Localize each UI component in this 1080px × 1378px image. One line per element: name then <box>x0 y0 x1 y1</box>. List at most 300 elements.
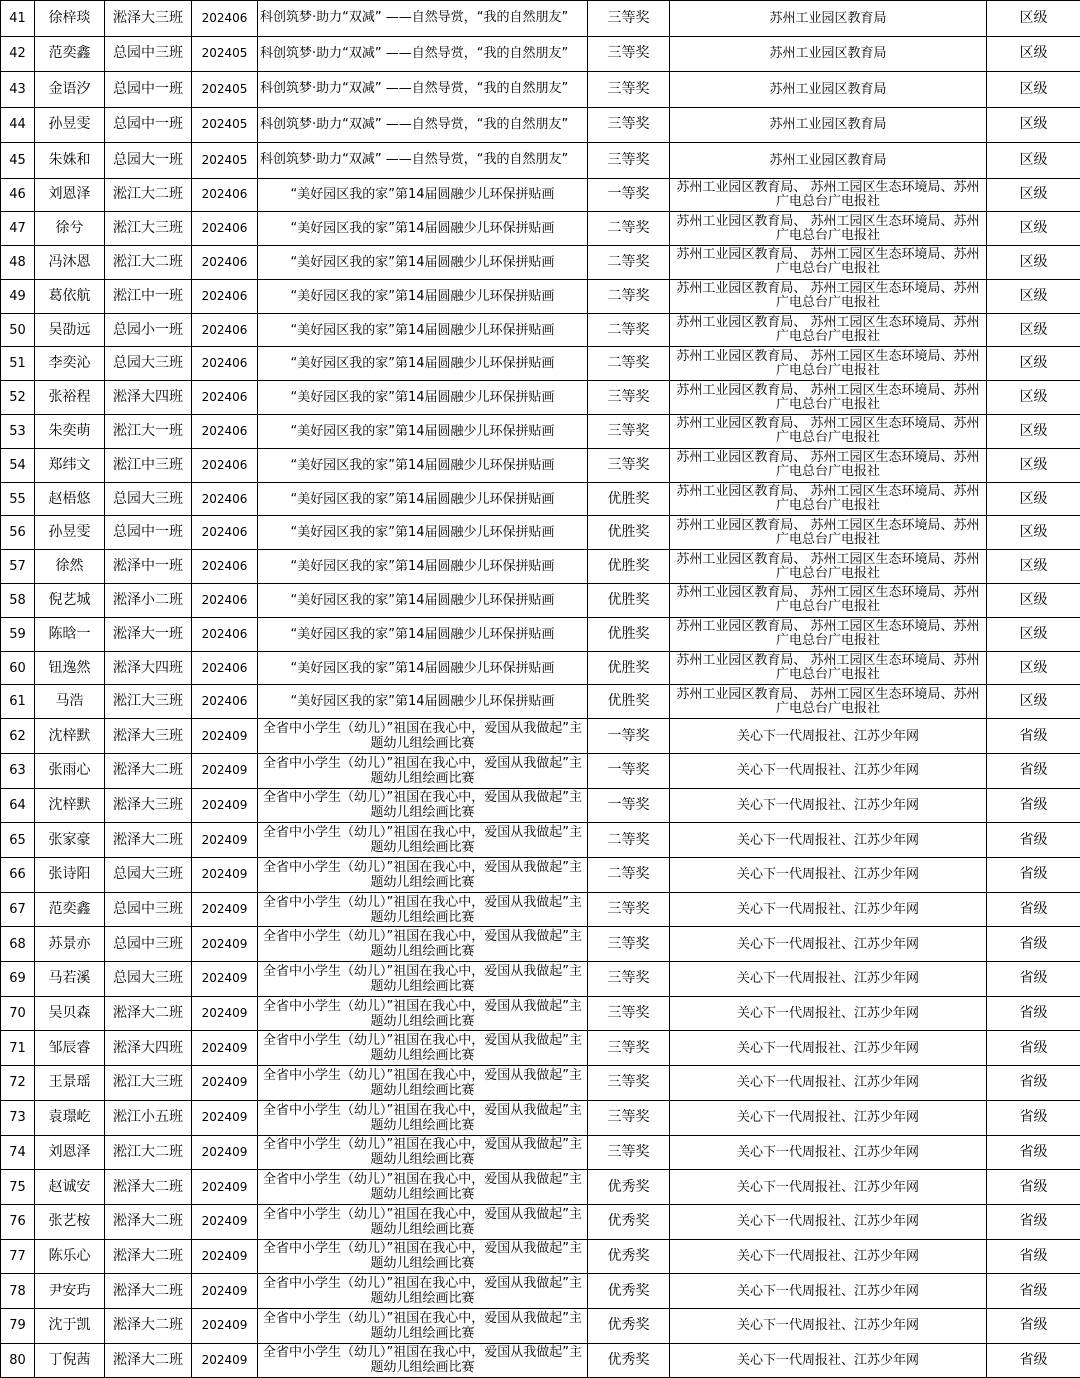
date-cell: 202406 <box>192 279 258 313</box>
level-cell: 省级 <box>987 1343 1080 1378</box>
student-name-cell: 郑纬文 <box>35 448 105 482</box>
competition-title-cell: 科创筑梦·助力“双减” ——自然导赏，“我的自然朋友” <box>258 36 588 72</box>
award-cell: 三等奖 <box>588 1 670 37</box>
table-row <box>1 1308 1080 1343</box>
row-number-cell: 63 <box>1 753 35 788</box>
class-cell: 总园中一班 <box>105 516 192 550</box>
organizer-cell: 关心下一代周报社、江苏少年网 <box>670 1204 987 1239</box>
student-name-cell: 张家豪 <box>35 823 105 858</box>
student-name-cell: 孙昱雯 <box>35 107 105 143</box>
competition-title-cell: 全省中小学生（幼儿）”祖国在我心中，爱国从我做起”主题幼儿组绘画比赛 <box>258 1308 588 1343</box>
award-cell: 二等奖 <box>588 279 670 313</box>
level-cell: 省级 <box>987 1100 1080 1135</box>
award-cell: 三等奖 <box>588 1135 670 1170</box>
organizer-cell: 关心下一代周报社、江苏少年网 <box>670 753 987 788</box>
competition-title-cell: “美好园区我的家”第14届圆融少儿环保拼贴画 <box>258 381 588 415</box>
organizer-cell: 关心下一代周报社、江苏少年网 <box>670 788 987 823</box>
competition-title-cell: “美好园区我的家”第14届圆融少儿环保拼贴画 <box>258 651 588 685</box>
competition-title-cell: 全省中小学生（幼儿）”祖国在我心中，爱国从我做起”主题幼儿组绘画比赛 <box>258 1343 588 1378</box>
competition-title-cell: 全省中小学生（幼儿）”祖国在我心中，爱国从我做起”主题幼儿组绘画比赛 <box>258 858 588 893</box>
table-row <box>1 685 1080 719</box>
class-cell: 淞江大三班 <box>105 685 192 719</box>
row-number-cell: 75 <box>1 1170 35 1205</box>
level-cell: 区级 <box>987 516 1080 550</box>
organizer-cell: 苏州工业园区教育局 <box>670 36 987 72</box>
table-row <box>1 584 1080 618</box>
level-cell: 区级 <box>987 36 1080 72</box>
organizer-cell: 关心下一代周报社、江苏少年网 <box>670 927 987 962</box>
award-cell: 三等奖 <box>588 381 670 415</box>
competition-title-cell: 科创筑梦·助力“双减” ——自然导赏，“我的自然朋友” <box>258 143 588 179</box>
class-cell: 淞江中一班 <box>105 279 192 313</box>
table-row <box>1 1100 1080 1135</box>
date-cell: 202406 <box>192 651 258 685</box>
award-cell: 三等奖 <box>588 1066 670 1101</box>
row-number-cell: 41 <box>1 1 35 37</box>
award-cell: 三等奖 <box>588 143 670 179</box>
level-cell: 省级 <box>987 858 1080 893</box>
row-number-cell: 71 <box>1 1031 35 1066</box>
row-number-cell: 66 <box>1 858 35 893</box>
date-cell: 202409 <box>192 962 258 997</box>
level-cell: 区级 <box>987 107 1080 143</box>
organizer-cell: 苏州工业园区教育局、 苏州工园区生态环境局、苏州广电总台广电报社 <box>670 381 987 415</box>
date-cell: 202409 <box>192 1066 258 1101</box>
class-cell: 淞江大三班 <box>105 212 192 246</box>
class-cell: 淞泽中一班 <box>105 550 192 584</box>
student-name-cell: 张艺桉 <box>35 1204 105 1239</box>
date-cell: 202409 <box>192 1031 258 1066</box>
organizer-cell: 苏州工业园区教育局、 苏州工园区生态环境局、苏州广电总台广电报社 <box>670 482 987 516</box>
competition-title-cell: “美好园区我的家”第14届圆融少儿环保拼贴画 <box>258 212 588 246</box>
class-cell: 总园小一班 <box>105 313 192 347</box>
date-cell: 202409 <box>192 1239 258 1274</box>
student-name-cell: 沈梓默 <box>35 788 105 823</box>
row-number-cell: 49 <box>1 279 35 313</box>
award-cell: 一等奖 <box>588 719 670 754</box>
class-cell: 淞泽小二班 <box>105 584 192 618</box>
table-row <box>1 1239 1080 1274</box>
row-number-cell: 58 <box>1 584 35 618</box>
row-number-cell: 52 <box>1 381 35 415</box>
organizer-cell: 关心下一代周报社、江苏少年网 <box>670 823 987 858</box>
award-cell: 优秀奖 <box>588 1239 670 1274</box>
organizer-cell: 苏州工业园区教育局、 苏州工园区生态环境局、苏州广电总台广电报社 <box>670 178 987 212</box>
organizer-cell: 关心下一代周报社、江苏少年网 <box>670 1100 987 1135</box>
date-cell: 202406 <box>192 381 258 415</box>
class-cell: 总园大一班 <box>105 143 192 179</box>
row-number-cell: 78 <box>1 1274 35 1309</box>
date-cell: 202409 <box>192 996 258 1031</box>
table-row <box>1 313 1080 347</box>
organizer-cell: 关心下一代周报社、江苏少年网 <box>670 996 987 1031</box>
student-name-cell: 徐兮 <box>35 212 105 246</box>
table-row <box>1 381 1080 415</box>
competition-title-cell: “美好园区我的家”第14届圆融少儿环保拼贴画 <box>258 516 588 550</box>
level-cell: 区级 <box>987 482 1080 516</box>
row-number-cell: 55 <box>1 482 35 516</box>
date-cell: 202409 <box>192 1274 258 1309</box>
award-cell: 优胜奖 <box>588 516 670 550</box>
organizer-cell: 苏州工业园区教育局 <box>670 1 987 37</box>
level-cell: 省级 <box>987 1066 1080 1101</box>
competition-title-cell: “美好园区我的家”第14届圆融少儿环保拼贴画 <box>258 448 588 482</box>
award-cell: 优胜奖 <box>588 550 670 584</box>
organizer-cell: 苏州工业园区教育局、 苏州工园区生态环境局、苏州广电总台广电报社 <box>670 617 987 651</box>
level-cell: 区级 <box>987 651 1080 685</box>
row-number-cell: 46 <box>1 178 35 212</box>
award-cell: 一等奖 <box>588 788 670 823</box>
table-row <box>1 753 1080 788</box>
row-number-cell: 62 <box>1 719 35 754</box>
student-name-cell: 孙昱雯 <box>35 516 105 550</box>
award-cell: 优秀奖 <box>588 1274 670 1309</box>
award-cell: 优胜奖 <box>588 584 670 618</box>
student-name-cell: 刘恩泽 <box>35 1135 105 1170</box>
class-cell: 总园大三班 <box>105 347 192 381</box>
student-name-cell: 金语汐 <box>35 72 105 108</box>
competition-title-cell: “美好园区我的家”第14届圆融少儿环保拼贴画 <box>258 415 588 449</box>
level-cell: 区级 <box>987 212 1080 246</box>
student-name-cell: 沈于凯 <box>35 1308 105 1343</box>
row-number-cell: 69 <box>1 962 35 997</box>
student-name-cell: 徐梓琰 <box>35 1 105 37</box>
student-name-cell: 丁倪茜 <box>35 1343 105 1378</box>
competition-title-cell: 全省中小学生（幼儿）”祖国在我心中，爱国从我做起”主题幼儿组绘画比赛 <box>258 823 588 858</box>
level-cell: 省级 <box>987 1239 1080 1274</box>
competition-title-cell: “美好园区我的家”第14届圆融少儿环保拼贴画 <box>258 313 588 347</box>
organizer-cell: 苏州工业园区教育局、 苏州工园区生态环境局、苏州广电总台广电报社 <box>670 550 987 584</box>
award-cell: 二等奖 <box>588 823 670 858</box>
class-cell: 淞泽大一班 <box>105 617 192 651</box>
award-cell: 三等奖 <box>588 36 670 72</box>
class-cell: 总园大三班 <box>105 858 192 893</box>
table-row <box>1 72 1080 108</box>
student-name-cell: 袁璟屹 <box>35 1100 105 1135</box>
student-name-cell: 冯沐恩 <box>35 246 105 280</box>
class-cell: 淞泽大二班 <box>105 1343 192 1378</box>
student-name-cell: 徐然 <box>35 550 105 584</box>
date-cell: 202406 <box>192 212 258 246</box>
table-row <box>1 246 1080 280</box>
competition-title-cell: 全省中小学生（幼儿）”祖国在我心中，爱国从我做起”主题幼儿组绘画比赛 <box>258 1135 588 1170</box>
date-cell: 202409 <box>192 1100 258 1135</box>
student-name-cell: 葛依航 <box>35 279 105 313</box>
competition-title-cell: “美好园区我的家”第14届圆融少儿环保拼贴画 <box>258 246 588 280</box>
award-cell: 二等奖 <box>588 212 670 246</box>
row-number-cell: 72 <box>1 1066 35 1101</box>
table-row <box>1 1 1080 37</box>
level-cell: 区级 <box>987 178 1080 212</box>
organizer-cell: 苏州工业园区教育局、 苏州工园区生态环境局、苏州广电总台广电报社 <box>670 313 987 347</box>
date-cell: 202405 <box>192 72 258 108</box>
class-cell: 总园中三班 <box>105 36 192 72</box>
table-row <box>1 1170 1080 1205</box>
student-name-cell: 钮逸然 <box>35 651 105 685</box>
class-cell: 淞泽大三班 <box>105 1 192 37</box>
student-name-cell: 王景瑶 <box>35 1066 105 1101</box>
class-cell: 总园中一班 <box>105 107 192 143</box>
organizer-cell: 关心下一代周报社、江苏少年网 <box>670 1308 987 1343</box>
level-cell: 区级 <box>987 448 1080 482</box>
class-cell: 淞泽大二班 <box>105 1170 192 1205</box>
row-number-cell: 50 <box>1 313 35 347</box>
row-number-cell: 51 <box>1 347 35 381</box>
competition-title-cell: 全省中小学生（幼儿）”祖国在我心中，爱国从我做起”主题幼儿组绘画比赛 <box>258 753 588 788</box>
award-cell: 三等奖 <box>588 892 670 927</box>
date-cell: 202409 <box>192 788 258 823</box>
row-number-cell: 59 <box>1 617 35 651</box>
student-name-cell: 邹辰睿 <box>35 1031 105 1066</box>
student-name-cell: 范奕鑫 <box>35 36 105 72</box>
table-row <box>1 996 1080 1031</box>
table-row <box>1 1343 1080 1378</box>
competition-title-cell: 全省中小学生（幼儿）”祖国在我心中，爱国从我做起”主题幼儿组绘画比赛 <box>258 1066 588 1101</box>
organizer-cell: 苏州工业园区教育局、 苏州工园区生态环境局、苏州广电总台广电报社 <box>670 516 987 550</box>
organizer-cell: 苏州工业园区教育局 <box>670 107 987 143</box>
level-cell: 省级 <box>987 1308 1080 1343</box>
level-cell: 区级 <box>987 246 1080 280</box>
organizer-cell: 苏州工业园区教育局、 苏州工园区生态环境局、苏州广电总台广电报社 <box>670 415 987 449</box>
competition-title-cell: 科创筑梦·助力“双减” ——自然导赏，“我的自然朋友” <box>258 1 588 37</box>
row-number-cell: 43 <box>1 72 35 108</box>
organizer-cell: 苏州工业园区教育局 <box>670 143 987 179</box>
competition-title-cell: 全省中小学生（幼儿）”祖国在我心中，爱国从我做起”主题幼儿组绘画比赛 <box>258 1031 588 1066</box>
table-row <box>1 279 1080 313</box>
competition-title-cell: 科创筑梦·助力“双减” ——自然导赏，“我的自然朋友” <box>258 107 588 143</box>
class-cell: 淞泽大二班 <box>105 823 192 858</box>
date-cell: 202406 <box>192 415 258 449</box>
class-cell: 淞泽大二班 <box>105 1274 192 1309</box>
table-row <box>1 1031 1080 1066</box>
date-cell: 202405 <box>192 143 258 179</box>
organizer-cell: 关心下一代周报社、江苏少年网 <box>670 892 987 927</box>
organizer-cell: 苏州工业园区教育局、 苏州工园区生态环境局、苏州广电总台广电报社 <box>670 347 987 381</box>
organizer-cell: 苏州工业园区教育局、 苏州工园区生态环境局、苏州广电总台广电报社 <box>670 651 987 685</box>
award-cell: 三等奖 <box>588 1100 670 1135</box>
award-cell: 二等奖 <box>588 347 670 381</box>
table-row <box>1 415 1080 449</box>
table-row <box>1 482 1080 516</box>
table-row <box>1 651 1080 685</box>
award-cell: 优秀奖 <box>588 1204 670 1239</box>
class-cell: 淞江大三班 <box>105 1066 192 1101</box>
student-name-cell: 范奕鑫 <box>35 892 105 927</box>
competition-title-cell: 全省中小学生（幼儿）”祖国在我心中，爱国从我做起”主题幼儿组绘画比赛 <box>258 719 588 754</box>
table-row <box>1 36 1080 72</box>
competition-title-cell: 全省中小学生（幼儿）”祖国在我心中，爱国从我做起”主题幼儿组绘画比赛 <box>258 996 588 1031</box>
award-cell: 三等奖 <box>588 962 670 997</box>
award-cell: 三等奖 <box>588 415 670 449</box>
date-cell: 202409 <box>192 1135 258 1170</box>
date-cell: 202406 <box>192 246 258 280</box>
table-row <box>1 1135 1080 1170</box>
award-cell: 三等奖 <box>588 1031 670 1066</box>
student-name-cell: 赵梧悠 <box>35 482 105 516</box>
date-cell: 202406 <box>192 550 258 584</box>
award-cell: 优胜奖 <box>588 617 670 651</box>
organizer-cell: 关心下一代周报社、江苏少年网 <box>670 1066 987 1101</box>
date-cell: 202409 <box>192 927 258 962</box>
row-number-cell: 73 <box>1 1100 35 1135</box>
table-row <box>1 823 1080 858</box>
table-row <box>1 347 1080 381</box>
organizer-cell: 关心下一代周报社、江苏少年网 <box>670 1239 987 1274</box>
student-name-cell: 朱奕萌 <box>35 415 105 449</box>
level-cell: 省级 <box>987 1170 1080 1205</box>
table-row <box>1 178 1080 212</box>
award-cell: 一等奖 <box>588 178 670 212</box>
date-cell: 202406 <box>192 313 258 347</box>
date-cell: 202406 <box>192 347 258 381</box>
competition-title-cell: 全省中小学生（幼儿）”祖国在我心中，爱国从我做起”主题幼儿组绘画比赛 <box>258 962 588 997</box>
student-name-cell: 尹安玙 <box>35 1274 105 1309</box>
level-cell: 省级 <box>987 1031 1080 1066</box>
competition-title-cell: “美好园区我的家”第14届圆融少儿环保拼贴画 <box>258 178 588 212</box>
student-name-cell: 苏景亦 <box>35 927 105 962</box>
class-cell: 淞泽大二班 <box>105 753 192 788</box>
class-cell: 淞江小五班 <box>105 1100 192 1135</box>
row-number-cell: 45 <box>1 143 35 179</box>
date-cell: 202406 <box>192 178 258 212</box>
class-cell: 淞泽大三班 <box>105 788 192 823</box>
table-row <box>1 107 1080 143</box>
date-cell: 202409 <box>192 892 258 927</box>
award-cell: 一等奖 <box>588 753 670 788</box>
level-cell: 省级 <box>987 719 1080 754</box>
award-cell: 三等奖 <box>588 72 670 108</box>
student-name-cell: 朱姝和 <box>35 143 105 179</box>
level-cell: 省级 <box>987 1204 1080 1239</box>
competition-title-cell: “美好园区我的家”第14届圆融少儿环保拼贴画 <box>258 584 588 618</box>
row-number-cell: 79 <box>1 1308 35 1343</box>
student-name-cell: 吴贝森 <box>35 996 105 1031</box>
competition-title-cell: 全省中小学生（幼儿）”祖国在我心中，爱国从我做起”主题幼儿组绘画比赛 <box>258 1204 588 1239</box>
class-cell: 淞泽大二班 <box>105 1204 192 1239</box>
level-cell: 省级 <box>987 892 1080 927</box>
student-name-cell: 张诗阳 <box>35 858 105 893</box>
organizer-cell: 关心下一代周报社、江苏少年网 <box>670 719 987 754</box>
competition-title-cell: 全省中小学生（幼儿）”祖国在我心中，爱国从我做起”主题幼儿组绘画比赛 <box>258 927 588 962</box>
table-row <box>1 143 1080 179</box>
organizer-cell: 苏州工业园区教育局、 苏州工园区生态环境局、苏州广电总台广电报社 <box>670 685 987 719</box>
class-cell: 淞泽大四班 <box>105 1031 192 1066</box>
award-cell: 二等奖 <box>588 858 670 893</box>
date-cell: 202409 <box>192 753 258 788</box>
class-cell: 淞泽大四班 <box>105 651 192 685</box>
student-name-cell: 马浩 <box>35 685 105 719</box>
level-cell: 省级 <box>987 823 1080 858</box>
date-cell: 202406 <box>192 685 258 719</box>
class-cell: 淞江大一班 <box>105 415 192 449</box>
competition-title-cell: 全省中小学生（幼儿）”祖国在我心中，爱国从我做起”主题幼儿组绘画比赛 <box>258 1274 588 1309</box>
table-row <box>1 1204 1080 1239</box>
class-cell: 淞泽大三班 <box>105 719 192 754</box>
competition-title-cell: 全省中小学生（幼儿）”祖国在我心中，爱国从我做起”主题幼儿组绘画比赛 <box>258 1170 588 1205</box>
organizer-cell: 关心下一代周报社、江苏少年网 <box>670 1343 987 1378</box>
competition-title-cell: “美好园区我的家”第14届圆融少儿环保拼贴画 <box>258 617 588 651</box>
table-row <box>1 962 1080 997</box>
student-name-cell: 倪艺城 <box>35 584 105 618</box>
class-cell: 总园中三班 <box>105 927 192 962</box>
class-cell: 总园大三班 <box>105 482 192 516</box>
award-cell: 二等奖 <box>588 246 670 280</box>
class-cell: 总园中三班 <box>105 892 192 927</box>
organizer-cell: 苏州工业园区教育局、 苏州工园区生态环境局、苏州广电总台广电报社 <box>670 584 987 618</box>
student-name-cell: 吴劭远 <box>35 313 105 347</box>
date-cell: 202409 <box>192 1308 258 1343</box>
level-cell: 区级 <box>987 347 1080 381</box>
table-row <box>1 1066 1080 1101</box>
row-number-cell: 56 <box>1 516 35 550</box>
date-cell: 202405 <box>192 36 258 72</box>
row-number-cell: 67 <box>1 892 35 927</box>
row-number-cell: 65 <box>1 823 35 858</box>
award-cell: 优秀奖 <box>588 1308 670 1343</box>
level-cell: 省级 <box>987 753 1080 788</box>
row-number-cell: 76 <box>1 1204 35 1239</box>
level-cell: 省级 <box>987 962 1080 997</box>
level-cell: 区级 <box>987 1 1080 37</box>
competition-title-cell: 全省中小学生（幼儿）”祖国在我心中，爱国从我做起”主题幼儿组绘画比赛 <box>258 1100 588 1135</box>
award-cell: 三等奖 <box>588 996 670 1031</box>
student-name-cell: 沈梓默 <box>35 719 105 754</box>
date-cell: 202409 <box>192 823 258 858</box>
class-cell: 淞江大二班 <box>105 246 192 280</box>
date-cell: 202406 <box>192 482 258 516</box>
award-cell: 三等奖 <box>588 927 670 962</box>
competition-title-cell: “美好园区我的家”第14届圆融少儿环保拼贴画 <box>258 685 588 719</box>
level-cell: 区级 <box>987 313 1080 347</box>
level-cell: 省级 <box>987 927 1080 962</box>
date-cell: 202409 <box>192 1170 258 1205</box>
row-number-cell: 54 <box>1 448 35 482</box>
student-name-cell: 刘恩泽 <box>35 178 105 212</box>
date-cell: 202409 <box>192 719 258 754</box>
date-cell: 202406 <box>192 584 258 618</box>
competition-title-cell: 全省中小学生（幼儿）”祖国在我心中，爱国从我做起”主题幼儿组绘画比赛 <box>258 1239 588 1274</box>
row-number-cell: 64 <box>1 788 35 823</box>
organizer-cell: 关心下一代周报社、江苏少年网 <box>670 962 987 997</box>
row-number-cell: 60 <box>1 651 35 685</box>
table-row <box>1 617 1080 651</box>
table-row <box>1 550 1080 584</box>
level-cell: 区级 <box>987 381 1080 415</box>
date-cell: 202406 <box>192 617 258 651</box>
class-cell: 淞江大二班 <box>105 178 192 212</box>
table-row <box>1 892 1080 927</box>
row-number-cell: 68 <box>1 927 35 962</box>
date-cell: 202409 <box>192 1343 258 1378</box>
class-cell: 总园大三班 <box>105 962 192 997</box>
date-cell: 202405 <box>192 107 258 143</box>
level-cell: 省级 <box>987 996 1080 1031</box>
student-name-cell: 张雨心 <box>35 753 105 788</box>
table-row <box>1 448 1080 482</box>
competition-title-cell: “美好园区我的家”第14届圆融少儿环保拼贴画 <box>258 550 588 584</box>
date-cell: 202406 <box>192 516 258 550</box>
table-body <box>1 1 1080 1378</box>
row-number-cell: 48 <box>1 246 35 280</box>
row-number-cell: 61 <box>1 685 35 719</box>
organizer-cell: 苏州工业园区教育局、 苏州工园区生态环境局、苏州广电总台广电报社 <box>670 246 987 280</box>
organizer-cell: 关心下一代周报社、江苏少年网 <box>670 1170 987 1205</box>
date-cell: 202406 <box>192 1 258 37</box>
class-cell: 淞泽大二班 <box>105 1239 192 1274</box>
table-row <box>1 927 1080 962</box>
level-cell: 区级 <box>987 415 1080 449</box>
award-cell: 二等奖 <box>588 313 670 347</box>
